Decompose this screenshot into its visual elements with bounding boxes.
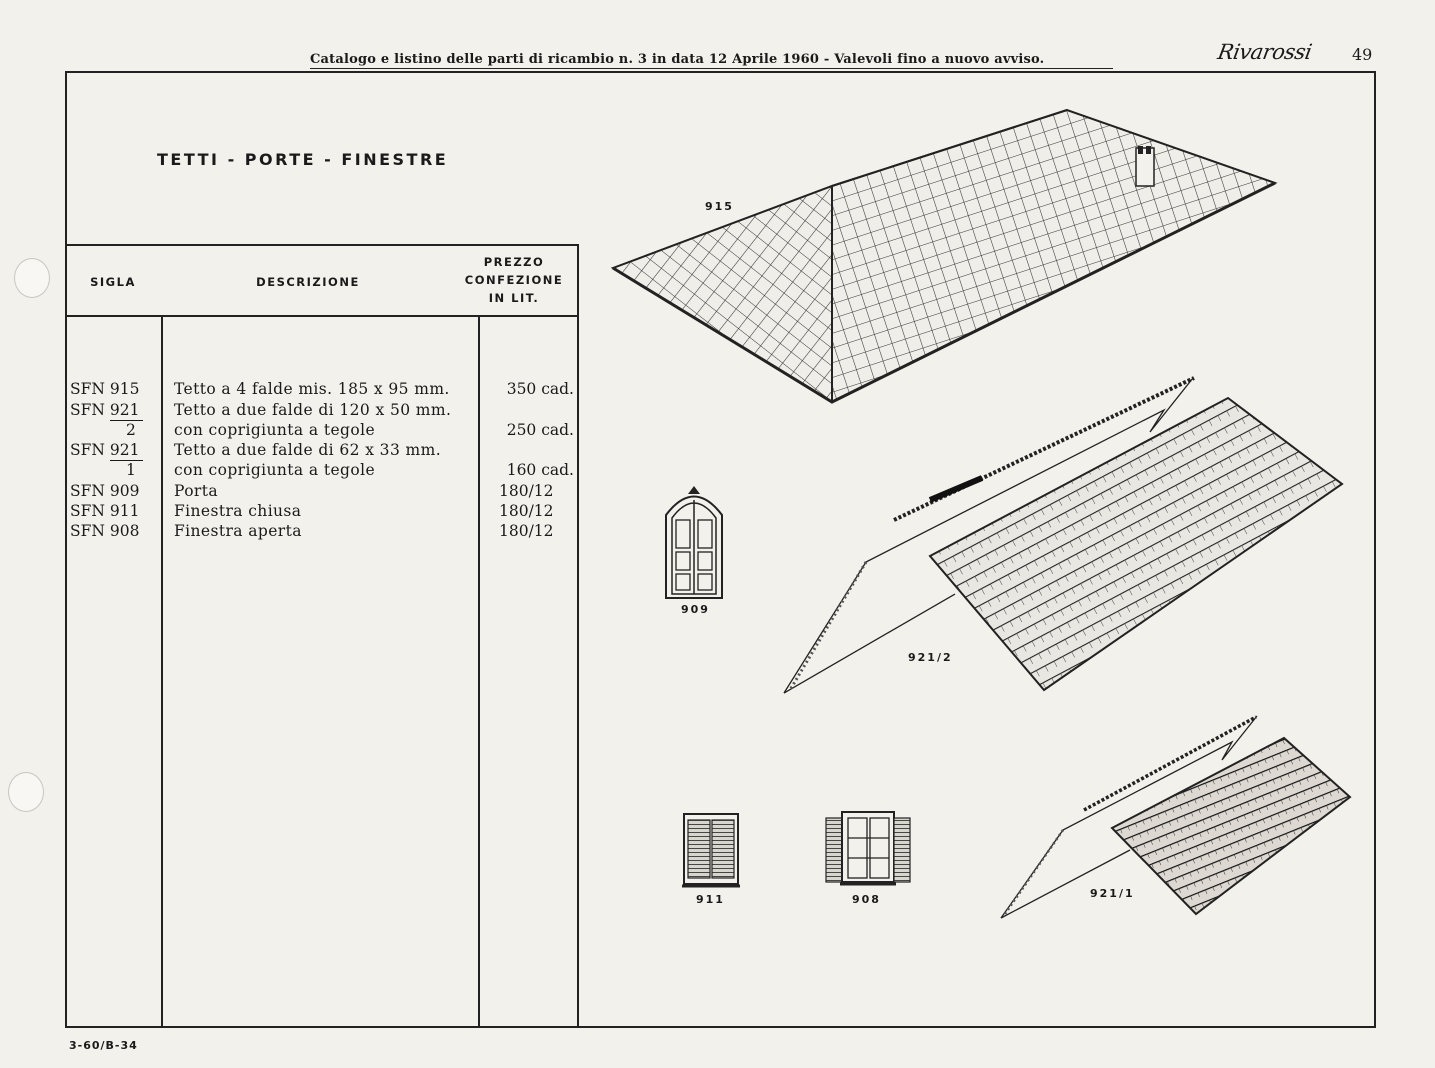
header-sigla: SIGLA bbox=[90, 275, 136, 289]
sigla-prefix: SFN bbox=[70, 401, 105, 419]
row-915-sigla: SFN 915 bbox=[70, 380, 140, 398]
sigla-prefix: SFN bbox=[70, 441, 105, 459]
row-909-sigla: SFN 909 bbox=[70, 482, 140, 500]
chimney bbox=[1136, 146, 1154, 186]
row-911-desc: Finestra chiusa bbox=[174, 502, 302, 520]
row-921-1-desc-2: con coprigiunta a tegole bbox=[174, 461, 376, 479]
sigla-numerator: 921 bbox=[109, 401, 140, 419]
row-921-2-desc-2: con coprigiunta a tegole bbox=[174, 421, 376, 439]
catalog-header: Catalogo e listino delle parti di ricambio n. 3 in data 12 Aprile 1960 - Valevoli fino a nuovo avviso. bbox=[310, 52, 1045, 67]
label-915: 915 bbox=[705, 200, 734, 213]
row-911-price: 180/12 bbox=[499, 502, 554, 520]
label-921-2: 921/2 bbox=[908, 651, 953, 664]
row-921-1-denominator: 1 bbox=[126, 461, 136, 479]
roof-915-drawing bbox=[613, 110, 1275, 402]
row-908-sigla: SFN 908 bbox=[70, 522, 140, 540]
label-908: 908 bbox=[852, 893, 881, 906]
header-prezzo-line1: PREZZO bbox=[483, 255, 545, 269]
header-prezzo-line2: CONFEZIONE bbox=[464, 273, 564, 287]
section-title: TETTI - PORTE - FINESTRE bbox=[157, 150, 449, 169]
window-911-drawing bbox=[682, 814, 740, 886]
brand-logo: Rivarossi bbox=[1215, 40, 1314, 64]
row-915-price: 350 cad. bbox=[506, 380, 574, 398]
footer-code: 3-60/B-34 bbox=[69, 1039, 138, 1052]
row-909-price: 180/12 bbox=[499, 482, 554, 500]
door-909-drawing bbox=[666, 486, 722, 598]
roof-921-2-drawing bbox=[784, 378, 1342, 693]
label-921-1: 921/1 bbox=[1090, 887, 1135, 900]
sigla-numerator: 921 bbox=[109, 441, 140, 459]
label-909: 909 bbox=[681, 603, 710, 616]
row-909-desc: Porta bbox=[174, 482, 219, 500]
row-921-1-price: 160 cad. bbox=[506, 461, 574, 479]
row-911-sigla: SFN 911 bbox=[70, 502, 140, 520]
header-prezzo-line3: IN LIT. bbox=[488, 291, 540, 305]
row-921-1-desc-1: Tetto a due falde di 62 x 33 mm. bbox=[174, 441, 442, 459]
roof-921-1-drawing bbox=[1001, 716, 1350, 918]
window-908-drawing bbox=[826, 812, 910, 884]
row-908-price: 180/12 bbox=[499, 522, 554, 540]
row-921-2-price: 250 cad. bbox=[506, 421, 574, 439]
row-915-desc: Tetto a 4 falde mis. 185 x 95 mm. bbox=[174, 380, 450, 398]
header-descrizione: DESCRIZIONE bbox=[256, 275, 360, 289]
row-921-2-desc-1: Tetto a due falde di 120 x 50 mm. bbox=[174, 401, 452, 419]
row-921-2-denominator: 2 bbox=[126, 421, 136, 439]
row-908-desc: Finestra aperta bbox=[174, 522, 302, 540]
label-911: 911 bbox=[696, 893, 725, 906]
page-number: 49 bbox=[1352, 45, 1373, 64]
